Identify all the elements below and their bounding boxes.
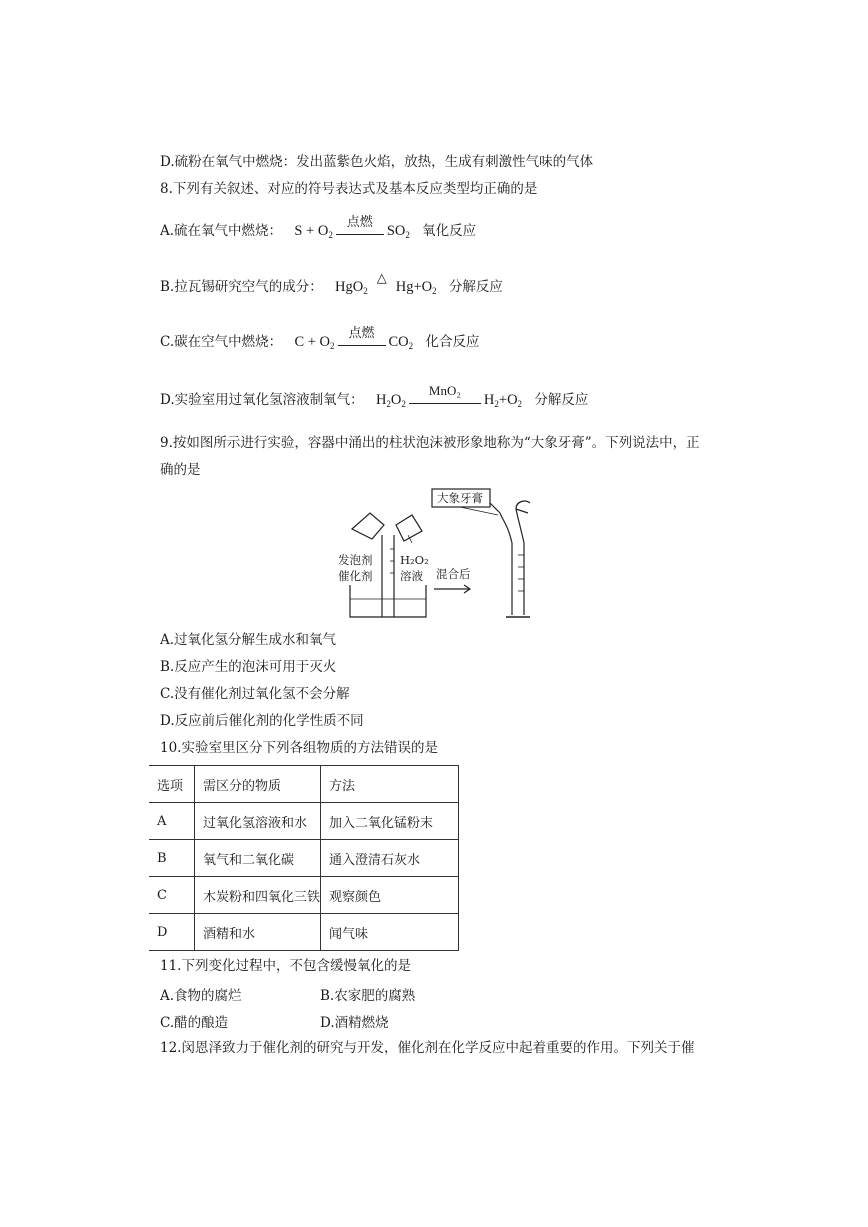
q11-option-c: C.醋的酿造 xyxy=(160,1015,229,1031)
table-row xyxy=(149,840,459,877)
reaction-arrow xyxy=(409,382,481,408)
solution-label: 溶液 xyxy=(400,569,423,583)
table-cell: 酒精和水 xyxy=(195,914,321,951)
table-header-row xyxy=(149,766,459,803)
q7-option-d: D.硫粉在氧气中燃烧：发出蓝紫色火焰，放热，生成有刺激性气味的气体 xyxy=(160,154,594,170)
reaction-arrow xyxy=(371,269,393,295)
table-cell: 过氧化氢溶液和水 xyxy=(195,803,321,840)
equation: $S + O_2$ 点燃 $SO_2$ xyxy=(294,213,410,240)
q8-option-b xyxy=(160,269,503,300)
q12-stem: 12.闵恩泽致力于催化剂的研究与开发，催化剂在化学反应中起着重要的作用。下列关于催 xyxy=(160,1040,695,1056)
q8-a-text: A.硫在氧气中燃烧： xyxy=(160,223,283,239)
table-cell: D xyxy=(149,914,195,951)
q8-c-text: C.碳在空气中燃烧： xyxy=(160,334,283,350)
graduated-cylinder xyxy=(382,535,394,617)
q10-stem: 10.实验室里区分下列各组物质的方法错误的是 xyxy=(160,740,438,756)
reaction-condition: 点燃 xyxy=(346,213,373,229)
equation: $C + O_2$ 点燃 $CO_2$ xyxy=(294,324,414,351)
q10-table xyxy=(149,765,459,951)
q9-option-c: C.没有催化剂过氧化氢不会分解 xyxy=(160,686,350,702)
foam-column xyxy=(500,501,530,543)
table-cell: 通入澄清石灰水 xyxy=(321,840,459,877)
trough xyxy=(350,585,426,617)
q11-option-d: D.酒精燃烧 xyxy=(320,1015,389,1031)
table-cell: C xyxy=(149,877,195,914)
foam-label: 大象牙膏 xyxy=(437,491,483,505)
catalyst-label: 催化剂 xyxy=(338,569,373,583)
reaction-condition: 点燃 xyxy=(348,324,375,340)
table-cell: 闻气味 xyxy=(321,914,459,951)
q8-d-text: D.实验室用过氧化氢溶液制氧气： xyxy=(160,392,364,408)
q9-stem-line1: 9.按如图所示进行实验，容器中涌出的柱状泡沫被形象地称为“大象牙膏”。下列说法中，正 xyxy=(160,435,700,451)
q11-option-b: B.农家肥的腐熟 xyxy=(320,988,416,1004)
q11-stem: 11.下列变化过程中，不包含缓慢氧化的是 xyxy=(160,958,411,974)
reaction-type: 分解反应 xyxy=(448,279,503,295)
elephant-toothpaste-figure xyxy=(330,485,550,625)
q8-stem: 8.下列有关叙述、对应的符号表达式及基本反应类型均正确的是 xyxy=(160,181,538,197)
q9-stem-line2: 确的是 xyxy=(160,462,201,478)
q9-option-a: A.过氧化氢分解生成水和氧气 xyxy=(160,632,337,648)
equation: $H_2O_2$ MnO₂ $H_2+O_2$ xyxy=(375,382,523,409)
table-header: 方法 xyxy=(321,766,459,803)
reaction-type: 化合反应 xyxy=(425,334,480,350)
table-cell: 木炭粉和四氧化三铁 xyxy=(195,877,321,914)
reaction-arrow xyxy=(336,213,384,239)
reaction-arrow xyxy=(338,324,386,350)
after-mixing-label: 混合后 xyxy=(436,567,471,581)
reaction-type: 氧化反应 xyxy=(422,223,477,239)
q11-option-a: A.食物的腐烂 xyxy=(160,988,242,1004)
equation: HgO$_2$ △ $Hg+O_2$ xyxy=(335,269,437,296)
q9-option-b: B.反应产生的泡沫可用于灭火 xyxy=(160,659,337,675)
table-row xyxy=(149,914,459,951)
table-header: 需区分的物质 xyxy=(195,766,321,803)
q8-option-d xyxy=(160,382,589,413)
q8-option-c xyxy=(160,324,480,355)
q9-option-d: D.反应前后催化剂的化学性质不同 xyxy=(160,713,364,729)
table-row xyxy=(149,877,459,914)
table-cell: 观察颜色 xyxy=(321,877,459,914)
reaction-condition: MnO₂ xyxy=(428,382,461,398)
table-cell: 氧气和二氧化碳 xyxy=(195,840,321,877)
beaker-left xyxy=(352,513,384,539)
q8-option-a xyxy=(160,213,477,244)
q8-b-text: B.拉瓦锡研究空气的成分： xyxy=(160,279,323,295)
foaming-agent-label: 发泡剂 xyxy=(338,553,373,567)
reaction-condition: △ xyxy=(376,269,387,285)
table-cell: 加入二氧化锰粉末 xyxy=(321,803,459,840)
table-row xyxy=(149,803,459,840)
table-header: 选项 xyxy=(149,766,195,803)
reaction-type: 分解反应 xyxy=(534,392,589,408)
table-cell: A xyxy=(149,803,195,840)
table-cell: B xyxy=(149,840,195,877)
h2o2-label: H₂O₂ xyxy=(400,553,429,567)
